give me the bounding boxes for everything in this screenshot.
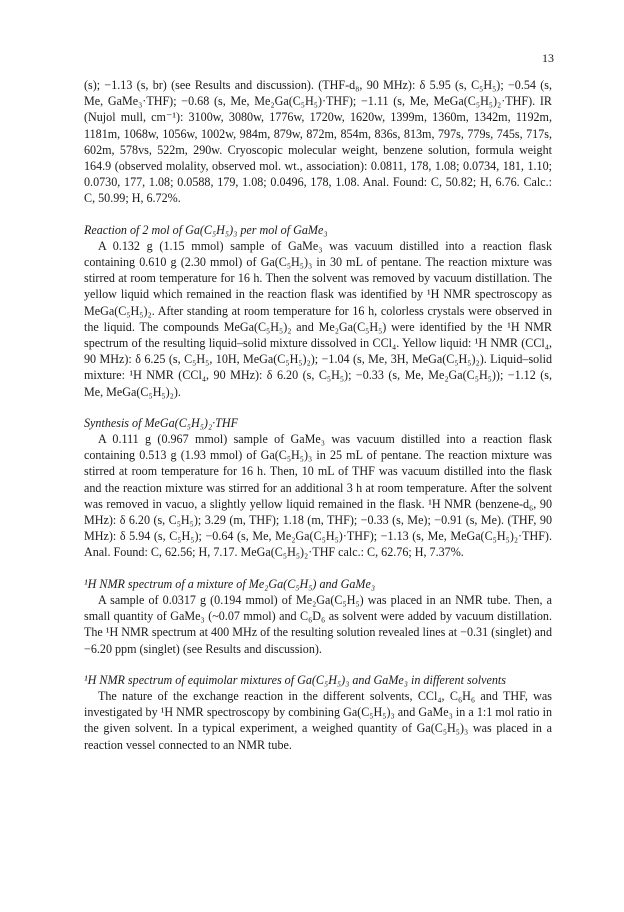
page-body [84, 77, 552, 753]
paragraph-nmr-mixture: A sample of 0.0317 g (0.194 mmol) of Me₂Ga(C₅H₅) was placed in an NMR tube. Then, a small quantity of GaMe₃ (~0.07 mmol) and C₆D₆ as solvent were added by vacuum distillation. The ¹H NMR spectrum at 400 MHz of the resulting solution revealed lines at −0.31 (singlet) and −6.20 ppm (singlet) (see Results and discussion). [84, 592, 552, 656]
page-number: 13 [542, 51, 554, 65]
paragraph-nmr-ir-data: (s); −1.13 (s, br) (see Results and discussion). (THF-d₈, 90 MHz): δ 5.95 (s, C₅H₅); −0.54 (s, Me, GaMe₃·THF); −0.68 (s, Me, Me₂Ga(C₅H₅)·THF); −1.11 (s, Me, MeGa(C₅H₅)₂·THF). IR (Nujol mull, cm⁻¹): 3100w, 3080w, 1776w, 1720w, 1620w, 1399m, 1360m, 1342m, 1192m, 1181m, 1068w, 1056w, 1002w, 984m, 879w, 872m, 854m, 836s, 813m, 797s, 779s, 745s, 717s, 602m, 578vs, 522m, 290w. Cryoscopic molecular weight, benzene solution, formula weight 164.9 (observed molality, observed mol. wt., association): 0.0811, 178, 1.08; 0.0734, 181, 1.10; 0.0730, 177, 1.08; 0.0588, 179, 1.08; 0.0496, 178, 1.08. Anal. Found: C, 50.82; H, 6.76. Calc.: C, 50.99; H, 6.72%. [84, 78, 552, 206]
section-heading-synthesis: Synthesis of MeGa(C₅H₅)₂·THF [84, 415, 239, 430]
section-heading-reaction: Reaction of 2 mol of Ga(C₅H₅)₃ per mol of GaMe₃ [84, 222, 328, 237]
paragraph-reaction: A 0.132 g (1.15 mmol) sample of GaMe₃ was vacuum distilled into a reaction flask containing 0.610 g (2.30 mmol) of Ga(C₅H₅)₃ in 30 mL of pentane. The reaction mixture was stirred at room temperature for 16 h. Then the solvent was removed by vacuum distillation. The yellow liquid which remained in the reaction flask was identified by ¹H NMR spectroscopy as MeGa(C₅H₅)₂. After standing at room temperature for 16 h, colorless crystals were observed in the liquid. The compounds MeGa(C₅H₅)₂ and Me₂Ga(C₅H₅) were identified by the ¹H NMR spectrum of the resulting liquid–solid mixture dissolved in CCl₄. Yellow liquid: ¹H NMR (CCl₄, 90 MHz): δ 6.25 (s, C₅H₅, 10H, MeGa(C₅H₅)₂); −1.04 (s, Me, 3H, MeGa(C₅H₅)₂). Liquid–solid mixture: ¹H NMR (CCl₄, 90 MHz): δ 6.20 (s, C₅H₅); −0.33 (s, Me, Me₂Ga(C₅H₅)); −1.12 (s, Me, MeGa(C₅H₅)₂). [84, 238, 552, 399]
paragraph-synthesis: A 0.111 g (0.967 mmol) sample of GaMe₃ was vacuum distilled into a reaction flask containing 0.513 g (1.93 mmol) of Ga(C₅H₅)₃ in 25 mL of pentane. The reaction mixture was stirred at room temperature for 16 h. Then, 10 mL of THF was vacuum distilled into the flask and the reaction mixture was stirred for an additional 3 h at room temperature. After the solvent was removed in vacuo, a slightly yellow liquid remained in the flask. ¹H NMR (benzene-d₆, 90 MHz): δ 6.20 (s, C₅H₅); 3.29 (m, THF); 1.18 (m, THF); −0.33 (s, Me); −0.91 (s, Me). (THF, 90 MHz): δ 5.94 (s, C₅H₅); −0.64 (s, Me, Me₂Ga(C₅H₅)·THF); −1.13 (s, Me, MeGa(C₅H₅)₂·THF). Anal. Found: C, 62.56; H, 7.17. MeGa(C₅H₅)₂·THF calc.: C, 62.76; H, 7.37%. [84, 432, 552, 560]
section-heading-equimolar: ¹H NMR spectrum of equimolar mixtures of Ga(C₅H₅)₃ and GaMe₃ in different solvents [84, 672, 506, 687]
section-heading-nmr-mixture: ¹H NMR spectrum of a mixture of Me₂Ga(C₅H₅) and GaMe₃ [84, 576, 376, 591]
paragraph-equimolar: The nature of the exchange reaction in the different solvents, CCl₄, C₆H₆ and THF, was investigated by ¹H NMR spectroscopy by combining Ga(C₅H₅)₃ and GaMe₃ in a 1:1 mol ratio in the given solvent. In a typical experiment, a weighed quantity of Ga(C₅H₅)₃ was placed in a reaction vessel connected to an NMR tube. [84, 688, 552, 752]
